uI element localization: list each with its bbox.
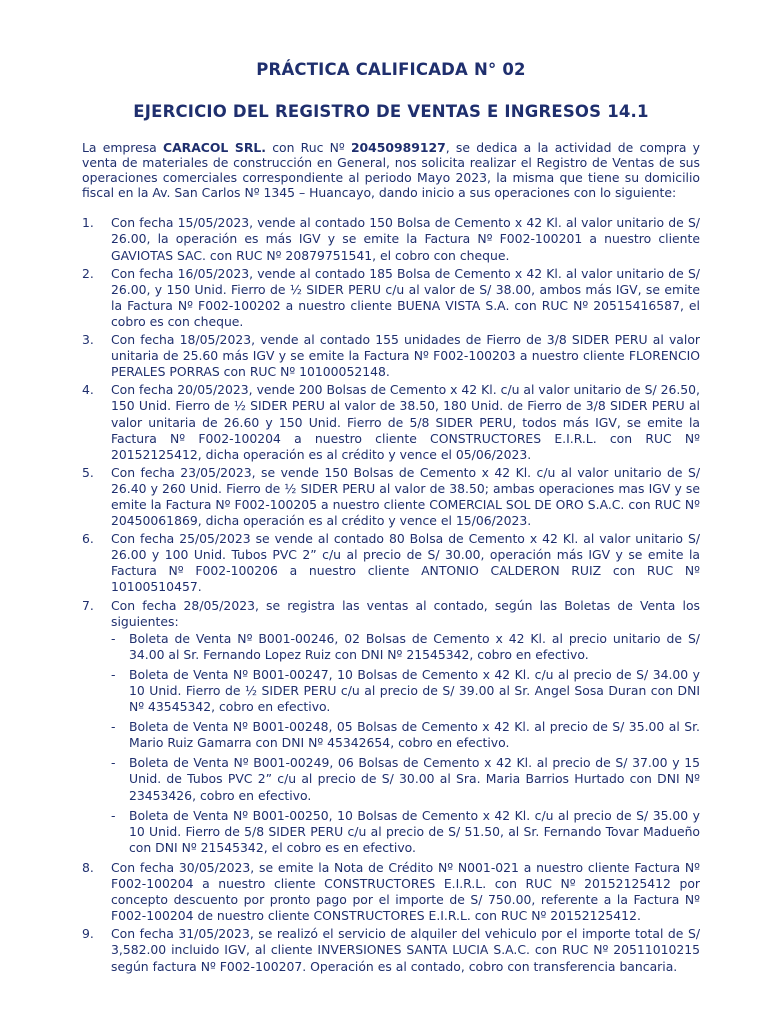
- list-item: [82, 266, 700, 330]
- boleta-text: Boleta de Venta Nº B001-00248, 05 Bolsas de Cemento x 42 Kl. al precio de S/ 35.00 al Sr. Mario Ruiz Gamarra con DNI Nº 45342654, cobro en efectivo.: [129, 719, 700, 751]
- item-number: 4.: [82, 382, 94, 398]
- item-text: Con fecha 16/05/2023, vende al contado 185 Bolsa de Cemento x 42 Kl. al valor unitario de S/ 26.00, y 150 Unid. Fierro de ½ SIDER PERU c/u al valor de S/ 38.00, ambos más IGV, se emite la Factura Nº F002-100202 a nuestro cliente BUENA VISTA S.A. con RUC Nº 20515416587, el cobro es con cheque.: [111, 265, 700, 329]
- item-text: Con fecha 30/05/2023, se emite la Nota de Crédito Nº N001-021 a nuestro cliente Factura Nº F002-100204 a nuestro cliente CONSTRUCTORES E.I.R.L. con RUC Nº 20152125412 por concepto descuento por pronto pago por el importe de S/ 750.00, referente a la Factura Nº F002-100204 de nuestro cliente CONSTRUCTORES E.I.R.L. con RUC Nº 20152125412.: [111, 859, 700, 924]
- dash-bullet: -: [111, 666, 116, 682]
- intro-text-3: , se dedica a la actividad de compra y venta de materiales de construcción en General, nos solicita realizar el Registro de Ventas de sus operaciones comerciales correspondiente al periodo Mayo 2023, la misma que tiene su domicilio fiscal en la Av. San Carlos Nº 1345 – Huancayo, dando inicio a sus operaciones con lo siguiente:: [82, 140, 701, 201]
- dash-bullet: -: [111, 755, 116, 771]
- boleta-item: [111, 808, 700, 856]
- operations-list: [82, 215, 700, 974]
- list-item: [82, 531, 700, 595]
- boleta-item: [111, 631, 700, 663]
- dash-bullet: -: [111, 719, 116, 735]
- item-number: 1.: [82, 215, 94, 231]
- intro-paragraph: [82, 140, 700, 200]
- list-item: [82, 598, 700, 856]
- item-number: 3.: [82, 332, 94, 348]
- dash-bullet: -: [111, 630, 116, 646]
- company-name: CARACOL SRL.: [162, 140, 266, 155]
- item-number: 8.: [82, 859, 94, 875]
- boleta-text: Boleta de Venta Nº B001-00249, 06 Bolsas de Cemento x 42 Kl. al precio de S/ 37.00 y 15 Unid. de Tubos PVC 2” c/u al precio de S/ 30.00 al Sra. Maria Barrios Hurtado con DNI Nº 23453426, cobro en efectivo.: [129, 755, 700, 803]
- item-text: Con fecha 23/05/2023, se vende 150 Bolsas de Cemento x 42 Kl. c/u al valor unitario de S/ 26.40 y 260 Unid. Fierro de ½ SIDER PERU al valor de 38.50; ambas operaciones mas IGV y se emite la Factura Nº F002-100205 a nuestro cliente COMERCIAL SOL DE ORO S.A.C. con RUC Nº 20450061869, dicha operación es al crédito y vence el 15/06/2023.: [111, 464, 700, 529]
- list-item: [82, 860, 700, 924]
- item-number: 9.: [82, 926, 94, 942]
- item-text: Con fecha 20/05/2023, vende 200 Bolsas de Cemento x 42 Kl. c/u al valor unitario de S/ 26.50, 150 Unid. Fierro de ½ SIDER PERU al valor de 38.50, 180 Unid. de Fierro de 3/8 SIDER PERU al valor unitaria de 26.60 y 150 Unid. Fierro de 5/8 SIDER PERU, todos más IGV, se emite la Factura Nº F002-100204 a nuestro cliente CONSTRUCTORES E.I.R.L. con RUC Nº 20152125412, dicha operación es al crédito y vence el 05/06/2023.: [111, 382, 700, 462]
- document-subtitle: EJERCICIO DEL REGISTRO DE VENTAS E INGRESOS 14.1: [133, 102, 649, 121]
- boleta-item: [111, 719, 700, 751]
- document-title: PRÁCTICA CALIFICADA N° 02: [256, 60, 526, 79]
- item-number: 5.: [82, 464, 94, 480]
- item-text: Con fecha 31/05/2023, se realizó el servicio de alquiler del vehiculo por el importe total de S/ 3,582.00 incluido IGV, al cliente INVERSIONES SANTA LUCIA S.A.C. con RUC Nº 20511010215 según factura Nº F002-100207. Operación es al contado, cobro con transferencia bancaria.: [111, 926, 700, 974]
- item-text: Con fecha 25/05/2023 se vende al contado 80 Bolsa de Cemento x 42 Kl. al valor unitario S/ 26.00 y 100 Unid. Tubos PVC 2” c/u al precio de S/ 30.00, operación más IGV y se emite la Factura Nº F002-100206 a nuestro cliente ANTONIO CALDERON RUIZ con RUC Nº 10100510457.: [111, 531, 700, 595]
- list-item: [82, 926, 700, 974]
- item-number: 2.: [82, 265, 94, 281]
- intro-text-1: La empresa: [82, 140, 163, 155]
- item-number: 6.: [82, 531, 94, 547]
- intro-text-2: con Ruc Nº: [265, 140, 351, 155]
- boleta-text: Boleta de Venta Nº B001-00247, 10 Bolsas de Cemento x 42 Kl. c/u al precio de S/ 34.00 y 10 Unid. Fierro de ½ SIDER PERU c/u al precio de S/ 39.00 al Sr. Angel Sosa Duran con DNI Nº 43545342, cobro en efectivo.: [129, 666, 700, 715]
- list-item: [82, 465, 700, 529]
- boleta-item: [111, 755, 700, 803]
- list-item: [82, 382, 700, 462]
- boleta-item: [111, 667, 700, 715]
- boleta-text: Boleta de Venta Nº B001-00250, 10 Bolsas de Cemento x 42 Kl. c/u al precio de S/ 35.00 y 10 Unid. Fierro de 5/8 SIDER PERU c/u al precio de S/ 51.50, al Sr. Fernando Tovar Madueño con DNI Nº 21545342, el cobro es en efectivo.: [129, 807, 700, 855]
- item-text: Con fecha 18/05/2023, vende al contado 155 unidades de Fierro de 3/8 SIDER PERU al valor unitaria de 25.60 más IGV y se emite la Factura Nº F002-100203 a nuestro cliente FLORENCIO PERALES PORRAS con RUC Nº 10100052148.: [111, 332, 700, 380]
- company-ruc: 20450989127: [350, 140, 446, 155]
- boletas-list: [111, 631, 700, 856]
- dash-bullet: -: [111, 807, 116, 823]
- list-item: [82, 215, 700, 263]
- item-number: 7.: [82, 597, 94, 613]
- item-text: Con fecha 15/05/2023, vende al contado 150 Bolsa de Cemento x 42 Kl. al valor unitario de S/ 26.00, la operación es más IGV y se emite la Factura Nº F002-100201 a nuestro cliente GAVIOTAS SAC. con RUC Nº 20879751541, el cobro con cheque.: [111, 215, 700, 263]
- item-text: Con fecha 28/05/2023, se registra las ventas al contado, según las Boletas de Venta los siguientes:: [111, 597, 700, 629]
- boleta-text: Boleta de Venta Nº B001-00246, 02 Bolsas de Cemento x 42 Kl. al precio unitario de S/ 34.00 al Sr. Fernando Lopez Ruiz con DNI Nº 21545342, cobro en efectivo.: [129, 630, 700, 662]
- list-item: [82, 332, 700, 380]
